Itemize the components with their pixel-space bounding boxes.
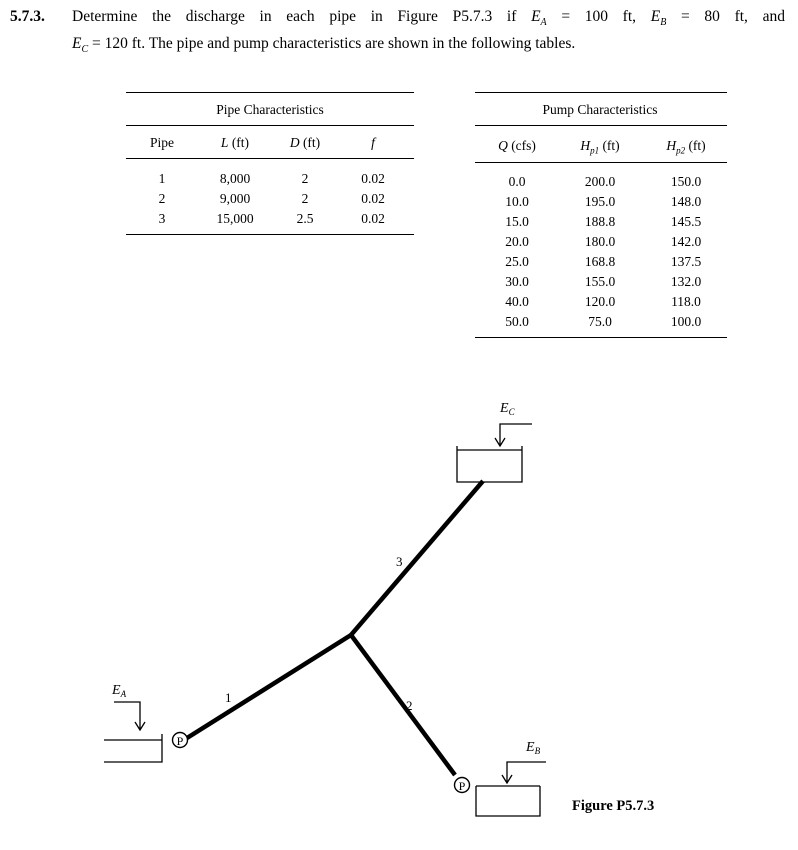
- problem-text-a: Determine the discharge in each pipe in Figure P5.7.3 if: [72, 8, 532, 25]
- pipe-row-2-diameter: 2: [301, 191, 309, 206]
- pipe-row-1-pipe: 1: [158, 171, 166, 186]
- reservoir-a: [104, 702, 162, 762]
- pump-row-7-hp2: 118.0: [671, 294, 701, 309]
- reservoir-b: [476, 762, 546, 816]
- pump-row-7-hp1: 120.0: [584, 294, 616, 309]
- reservoir-a-walls: [104, 734, 162, 762]
- pipe-3-line: [351, 481, 483, 635]
- flow-unit: (cfs): [507, 138, 536, 153]
- pump-row-2-hp1: 195.0: [584, 194, 616, 209]
- flow-symbol: Q: [498, 138, 508, 153]
- hp1-symbol: H: [580, 138, 591, 153]
- pump-row-2-hp2: 148.0: [670, 194, 702, 209]
- pump-row-3-hp2: 145.5: [670, 214, 702, 229]
- pipe-col-header: Pipe: [149, 135, 174, 150]
- pipe-table-title: Pipe Characteristics: [216, 102, 324, 117]
- pipe-row-3-diameter: 2.5: [296, 211, 314, 226]
- pump-row-5-hp2: 137.5: [670, 254, 702, 269]
- hp2-symbol: H: [666, 138, 677, 153]
- pipe-row-3-pipe: 3: [158, 211, 166, 226]
- pump-row-2-flow: 10.0: [505, 194, 529, 209]
- reservoir-b-level-arrow-icon: [502, 762, 546, 783]
- pump-a-label: P: [176, 734, 184, 748]
- pump-row-8-flow: 50.0: [505, 314, 529, 329]
- reservoir-c-walls: [457, 446, 522, 482]
- pipe-2-line: [351, 635, 455, 775]
- pump-row-8-hp1: 75.0: [588, 314, 612, 329]
- diameter-unit: (ft): [299, 135, 321, 150]
- problem-text-b: = 120 ft. The pipe and pump characteristics are shown in the following tables.: [88, 35, 576, 53]
- ea-symbol: E: [531, 8, 541, 25]
- figure-caption: Figure P5.7.3: [572, 798, 655, 814]
- reservoir-a-level-arrow-icon: [114, 702, 145, 730]
- pipe-row-1-friction: 0.02: [361, 171, 385, 186]
- pump-row-1-hp1: 200.0: [584, 174, 616, 189]
- hp1-subscript: p1: [590, 145, 600, 156]
- pump-row-1-hp2: 150.0: [670, 174, 702, 189]
- label-ec-e: E: [500, 401, 509, 416]
- pipe-1-line: [187, 635, 351, 738]
- length-symbol: L: [220, 135, 229, 150]
- diameter-symbol: D: [289, 135, 300, 150]
- pipe-1-label: 1: [225, 690, 232, 705]
- label-ea: [111, 683, 127, 699]
- pump-row-4-flow: 20.0: [505, 234, 529, 249]
- pump-row-5-flow: 25.0: [505, 254, 529, 269]
- label-eb-sub: B: [534, 746, 541, 756]
- pump-row-3-hp1: 188.8: [584, 214, 616, 229]
- pipe-row-3-length: 15,000: [216, 211, 254, 226]
- pump-b-label: P: [458, 779, 466, 793]
- pump-row-8-hp2: 100.0: [670, 314, 702, 329]
- pump-row-4-hp2: 142.0: [670, 234, 702, 249]
- pump-row-5-hp1: 168.8: [584, 254, 616, 269]
- pump-row-6-hp1: 155.0: [584, 274, 616, 289]
- pipe-3-label: 3: [396, 554, 403, 569]
- ea-value: = 100 ft,: [546, 8, 651, 25]
- pipe-row-1-length: 8,000: [219, 171, 251, 186]
- label-eb: [525, 740, 541, 756]
- eb-value: = 80 ft, and: [666, 8, 786, 25]
- pump-row-6-flow: 30.0: [505, 274, 529, 289]
- hp2-subscript: p2: [676, 145, 686, 156]
- reservoir-c-level-arrow-icon: [495, 424, 532, 446]
- pipe-row-2-friction: 0.02: [361, 191, 385, 206]
- label-ec: [499, 401, 516, 417]
- pump-table-title: Pump Characteristics: [542, 102, 658, 117]
- hp2-unit: (ft): [685, 138, 706, 153]
- label-eb-e: E: [526, 740, 535, 755]
- eb-symbol: E: [650, 8, 661, 25]
- pump-row-6-hp2: 132.0: [670, 274, 702, 289]
- ea-subscript: A: [540, 17, 547, 29]
- hp1-unit: (ft): [599, 138, 620, 153]
- reservoir-b-walls: [476, 786, 540, 816]
- friction-symbol: f: [371, 135, 375, 150]
- pump-row-4-hp1: 180.0: [584, 234, 616, 249]
- pipe-row-2-pipe: 2: [158, 191, 166, 206]
- pump-row-7-flow: 40.0: [505, 294, 529, 309]
- eb-subscript: B: [660, 17, 667, 29]
- ec-symbol: E: [72, 35, 82, 53]
- pipe-2-label: 2: [406, 698, 413, 713]
- pump-row-1-flow: 0.0: [508, 174, 526, 189]
- label-ea-sub: A: [120, 689, 127, 699]
- problem-number: 5.7.3.: [10, 8, 45, 25]
- pipe-row-2-length: 9,000: [219, 191, 251, 206]
- length-unit: (ft): [228, 135, 250, 150]
- reservoir-c: [457, 424, 532, 482]
- pipe-row-1-diameter: 2: [301, 171, 309, 186]
- ec-subscript: C: [81, 44, 89, 56]
- label-ea-e: E: [112, 683, 121, 698]
- pipe-row-3-friction: 0.02: [361, 211, 385, 226]
- label-ec-sub: C: [508, 407, 515, 417]
- pump-row-3-flow: 15.0: [505, 214, 529, 229]
